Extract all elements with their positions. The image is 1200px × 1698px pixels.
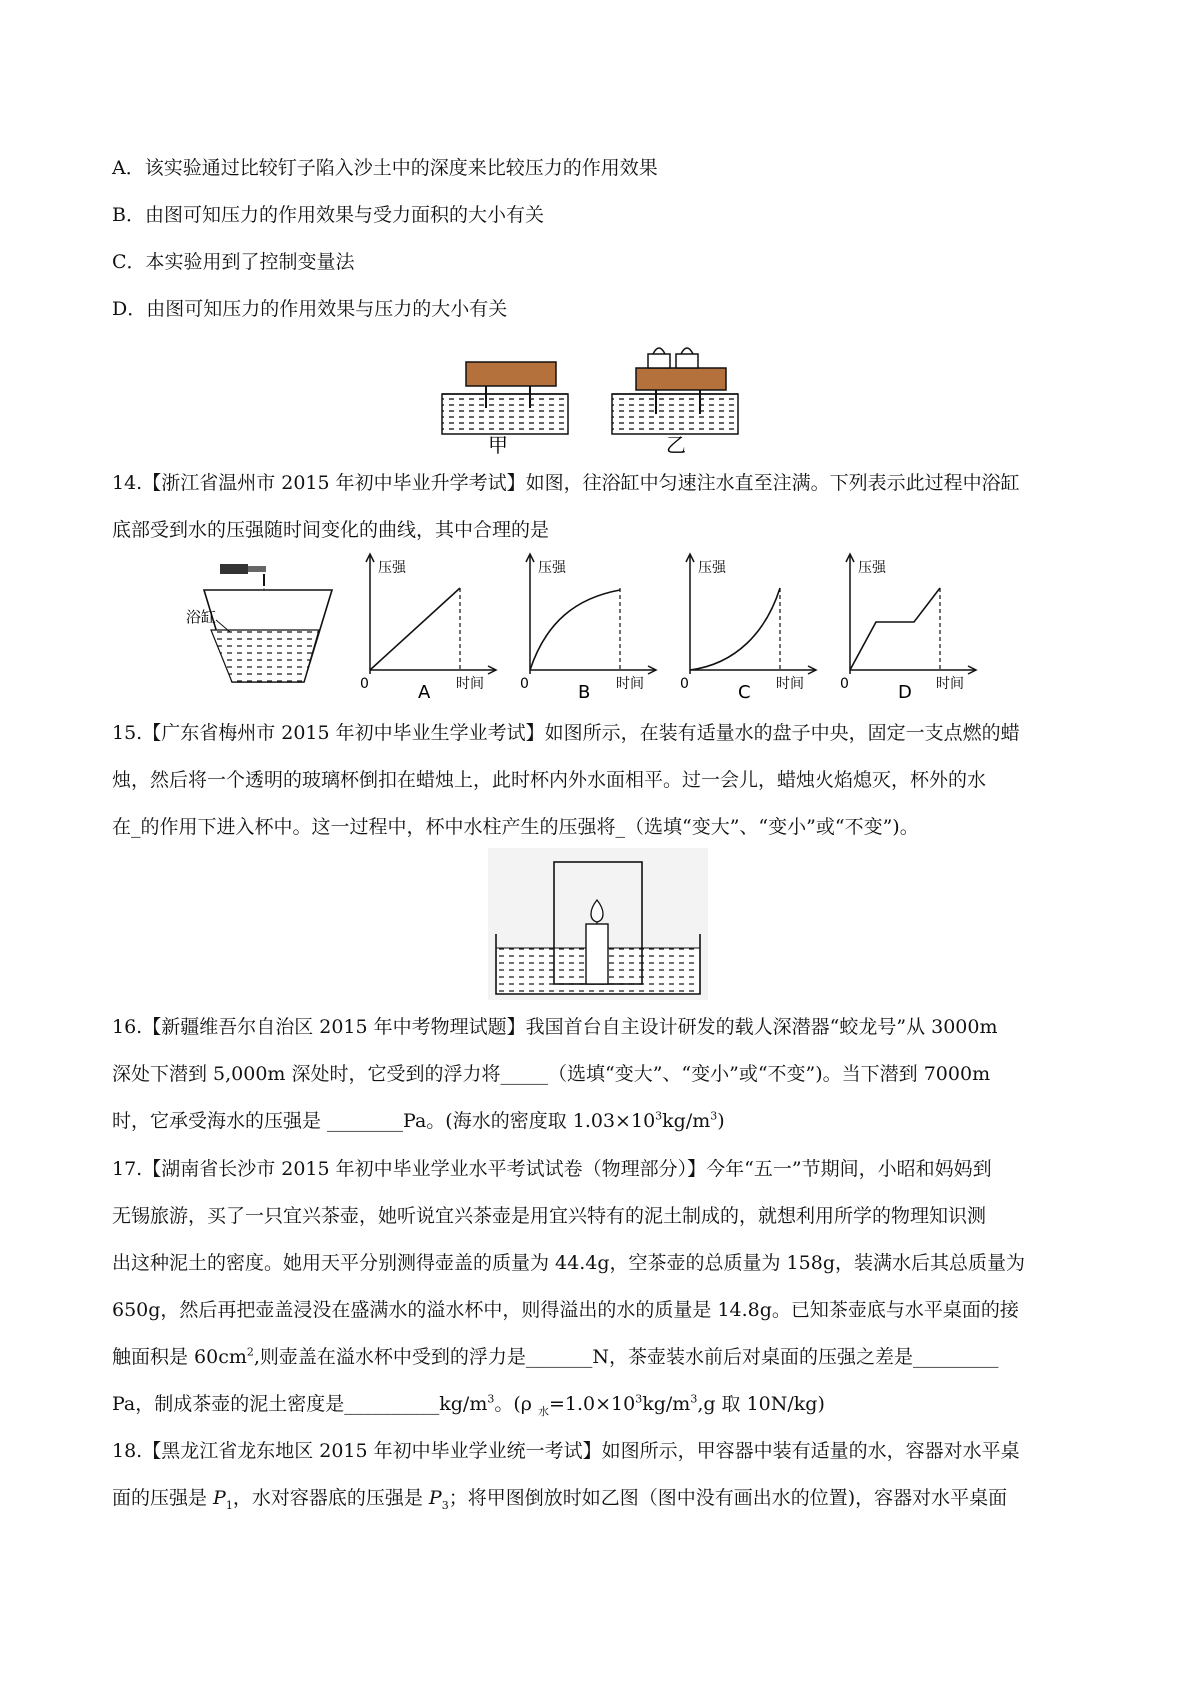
q17-text-line-5: 触面积是 $60cm^2$,则壶盖在溢水杯中受到的浮力是_______N，茶壶装水前后对桌面的压强之差是_________ <box>112 1345 999 1368</box>
q15-candle <box>586 924 608 984</box>
y-axis-label: 压强 <box>538 560 566 576</box>
q13-option-b: B．由图可知压力的作用效果与受力面积的大小有关 <box>112 204 544 226</box>
q14-graph-C <box>680 554 816 702</box>
q13-option-a: A．该实验通过比较钉子陷入沙土中的深度来比较压力的作用效果 <box>112 157 658 179</box>
q16-text-line-3: 时，它承受海水的压强是 ________Pa。(海水的密度取 $1.03\times 10^3kg/m^3$) <box>112 1109 725 1132</box>
q17-text-line-2: 无锡旅游，买了一只宜兴茶壶，她听说宜兴茶壶是用宜兴特有的泥土制成的，就想利用所学的物理知识测 <box>112 1205 987 1227</box>
pressure-curve <box>850 588 940 670</box>
q18-text-line-2: 面的压强是 $P_1$，水对容器底的压强是 $P_3$；将甲图倒放时如乙图（图中没有画出水的位置)，容器对水平桌面 <box>112 1487 1008 1512</box>
q17-text-line-4: 650g，然后再把壶盖浸没在盛满水的溢水杯中，则得溢出的水的质量是 14.8g。已知茶壶底与水平桌面的接 <box>112 1299 1019 1321</box>
q13-option-c: C．本实验用到了控制变量法 <box>112 251 355 273</box>
q17-text-line-3: 出这种泥土的密度。她用天平分别测得壶盖的质量为 44.4g，空茶壶的总质量为 158g，装满水后其总质量为 <box>112 1252 1025 1274</box>
q17-text-line-1: 17.【湖南省长沙市 2015 年初中毕业学业水平考试试卷（物理部分）】今年“五一”节期间，小昭和妈妈到 <box>112 1158 992 1180</box>
q14-text-line-2: 底部受到水的压强随时间变化的曲线，其中合理的是 <box>112 519 550 541</box>
pressure-curve <box>530 590 620 670</box>
q18-text-line-1: 18.【黑龙江省龙东地区 2015 年初中毕业学业统一考试】如图所示，甲容器中装有适量的水，容器对水平桌 <box>112 1440 1020 1462</box>
q16-text-line-2: 深处下潜到 5,000m 深处时，它受到的浮力将_____（选填“变大”、“变小”或“不变”)。当下潜到 7000m <box>112 1063 991 1085</box>
q15-text-line-2: 烛，然后将一个透明的玻璃杯倒扣在蜡烛上，此时杯内外水面相平。过一会儿，蜡烛火焰熄灭，杯外的水 <box>112 769 987 791</box>
graph-letter: D <box>898 682 912 702</box>
q13-weight-left <box>648 348 670 368</box>
graph-letter: C <box>738 682 751 702</box>
origin-label: 0 <box>520 676 529 692</box>
x-axis-label: 时间 <box>776 676 804 692</box>
q14-bathtub <box>204 564 332 682</box>
q15-text-line-3: 在_的作用下进入杯中。这一过程中，杯中水柱产生的压强将_（选填“变大”、“变小”或“不变”)。 <box>112 816 919 838</box>
q14-figure <box>186 552 1016 702</box>
q14-graph-A <box>360 554 496 702</box>
y-axis-label: 压强 <box>698 560 726 576</box>
graph-letter: A <box>418 682 431 702</box>
pressure-curve <box>370 588 460 670</box>
q13-setup-yi <box>612 348 738 434</box>
q13-weight-right <box>676 348 698 368</box>
origin-label: 0 <box>840 676 849 692</box>
q14-graph-D <box>840 554 976 702</box>
q13-figure-nail-sand <box>438 336 778 454</box>
x-axis-label: 时间 <box>616 676 644 692</box>
q13-label-jia: 甲 <box>488 433 508 454</box>
origin-label: 0 <box>360 676 369 692</box>
pressure-curve <box>690 588 780 670</box>
q13-label-yi: 乙 <box>666 433 686 454</box>
origin-label: 0 <box>680 676 689 692</box>
q15-figure-candle <box>488 848 708 1000</box>
q14-tub-label: 浴缸 <box>186 608 217 626</box>
q13-setup-jia <box>442 362 568 434</box>
q14-text-line-1: 14.【浙江省温州市 2015 年初中毕业升学考试】如图，往浴缸中匀速注水直至注满。下列表示此过程中浴缸 <box>112 472 1020 494</box>
q14-graph-B <box>520 554 656 702</box>
x-axis-label: 时间 <box>456 676 484 692</box>
q16-text-line-1: 16.【新疆维吾尔自治区 2015 年中考物理试题】我国首台自主设计研发的载人深潜器“蛟龙号”从 3000m <box>112 1016 998 1038</box>
q15-text-line-1: 15.【广东省梅州市 2015 年初中毕业生学业考试】如图所示，在装有适量水的盘子中央，固定一支点燃的蜡 <box>112 722 1020 744</box>
graph-letter: B <box>578 682 591 702</box>
y-axis-label: 压强 <box>378 560 406 576</box>
y-axis-label: 压强 <box>858 560 886 576</box>
q17-text-line-6: Pa，制成茶壶的泥土密度是$\_\_\_\_\_\_\_\_\_\_kg/m^3$。(ρ $_水=1.0\times 10^3kg/m^3,g$ 取 10N/kg) <box>112 1392 825 1418</box>
q13-option-d: D．由图可知压力的作用效果与压力的大小有关 <box>112 298 508 320</box>
x-axis-label: 时间 <box>936 676 964 692</box>
